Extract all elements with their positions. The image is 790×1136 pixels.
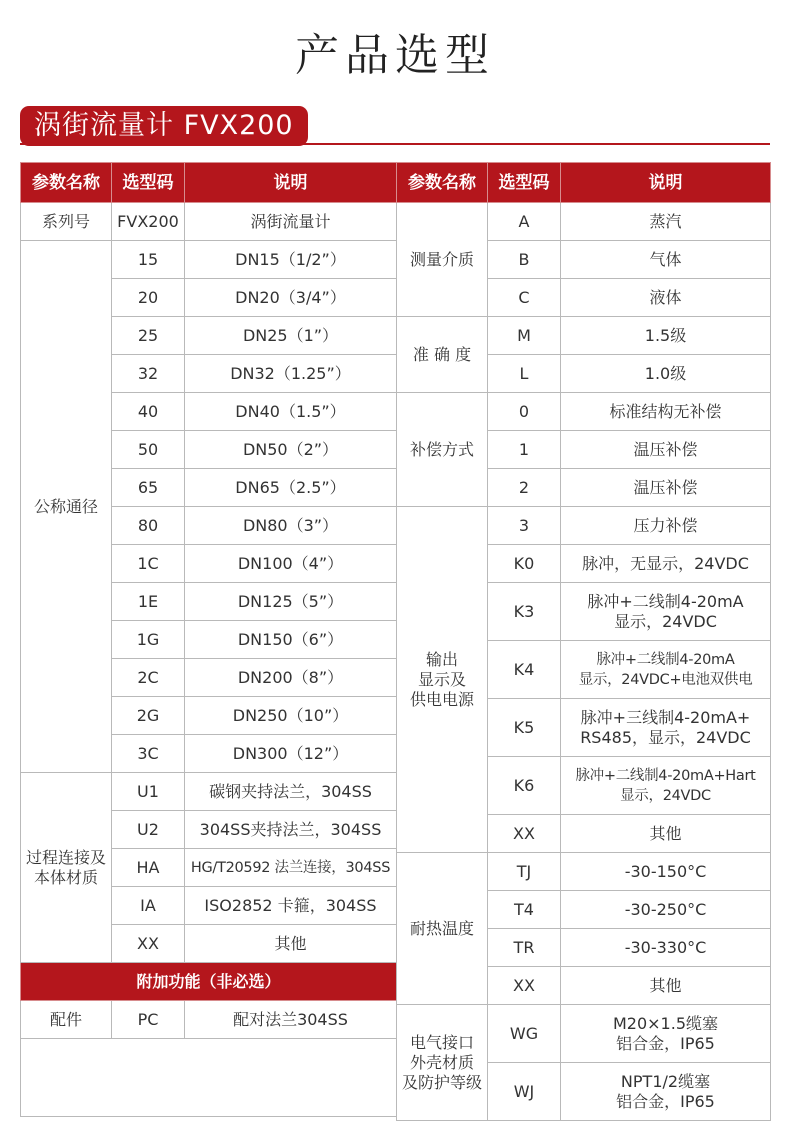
option-desc: -30-150°C [561,853,771,891]
option-code: 1 [488,431,561,469]
param-name: 过程连接及 本体材质 [21,773,112,963]
column-header-desc: 说明 [561,163,771,203]
table-row [397,317,771,355]
option-code: K5 [488,699,561,757]
page-title: 产品选型 [295,30,495,81]
option-desc: 温压补偿 [561,469,771,507]
option-desc: 气体 [561,241,771,279]
option-code: 15 [112,241,185,279]
table-row [397,1005,771,1063]
option-code: 20 [112,279,185,317]
empty-cell [21,1039,397,1117]
option-code: 1E [112,583,185,621]
option-code: U2 [112,811,185,849]
option-code: U1 [112,773,185,811]
table-row [397,203,771,241]
option-desc: 标准结构无补偿 [561,393,771,431]
option-desc: 蒸汽 [561,203,771,241]
param-name: 系列号 [21,203,112,241]
option-desc: 脉冲+三线制4-20mA+ RS485，显示，24VDC [561,699,771,757]
table-header-row [21,163,397,203]
param-name: 准 确 度 [397,317,488,393]
table-row-empty [21,1039,397,1117]
option-desc: DN250（10”） [185,697,397,735]
option-code: XX [112,925,185,963]
option-desc: DN20（3/4”） [185,279,397,317]
table-row [21,241,397,279]
option-desc: DN15（1/2”） [185,241,397,279]
param-name: 输出 显示及 供电电源 [397,507,488,853]
option-desc: 脉冲+二线制4-20mA+Hart 显示，24VDC [561,757,771,815]
selection-tables [20,162,770,1120]
option-code: 25 [112,317,185,355]
option-code: WG [488,1005,561,1063]
option-desc: DN25（1”） [185,317,397,355]
option-code: FVX200 [112,203,185,241]
option-desc: DN50（2”） [185,431,397,469]
param-name: 公称通径 [21,241,112,773]
option-desc: DN300（12”） [185,735,397,773]
option-code: K0 [488,545,561,583]
table-row [397,853,771,891]
table-row [397,507,771,545]
option-desc: DN125（5”） [185,583,397,621]
option-desc: 其他 [561,967,771,1005]
option-code: K6 [488,757,561,815]
param-name: 耐热温度 [397,853,488,1005]
option-desc: 1.5级 [561,317,771,355]
option-code: K4 [488,641,561,699]
option-code: 1C [112,545,185,583]
option-desc: -30-250°C [561,891,771,929]
option-code: A [488,203,561,241]
option-code: XX [488,967,561,1005]
option-code: B [488,241,561,279]
option-desc: 304SS夹持法兰，304SS [185,811,397,849]
option-code: 3 [488,507,561,545]
option-code: HA [112,849,185,887]
option-desc: DN80（3”） [185,507,397,545]
column-header-param: 参数名称 [21,163,112,203]
option-desc: 脉冲+二线制4-20mA 显示，24VDC+电池双供电 [561,641,771,699]
option-desc: 压力补偿 [561,507,771,545]
option-code: XX [488,815,561,853]
option-desc: DN150（6”） [185,621,397,659]
option-desc: ISO2852 卡箍，304SS [185,887,397,925]
option-code: 1G [112,621,185,659]
option-code: C [488,279,561,317]
table-row [397,393,771,431]
option-code: TJ [488,853,561,891]
option-code: WJ [488,1063,561,1121]
option-desc: DN40（1.5”） [185,393,397,431]
option-desc: 温压补偿 [561,431,771,469]
option-desc: 涡街流量计 [185,203,397,241]
table-header-row [397,163,771,203]
option-desc: 脉冲，无显示，24VDC [561,545,771,583]
column-header-param: 参数名称 [397,163,488,203]
option-desc: DN65（2.5”） [185,469,397,507]
param-name: 测量介质 [397,203,488,317]
option-desc: 配对法兰304SS [185,1001,397,1039]
table-row [21,1001,397,1039]
option-code: 0 [488,393,561,431]
option-desc: M20×1.5缆塞 铝合金，IP65 [561,1005,771,1063]
option-code: M [488,317,561,355]
option-code: IA [112,887,185,925]
option-desc: 其他 [185,925,397,963]
option-desc: 碳钢夹持法兰，304SS [185,773,397,811]
column-header-code: 选型码 [488,163,561,203]
column-header-desc: 说明 [185,163,397,203]
option-code: 80 [112,507,185,545]
option-code: 65 [112,469,185,507]
addon-header-row [21,963,397,1001]
option-code: L [488,355,561,393]
option-code: 32 [112,355,185,393]
option-desc: NPT1/2缆塞 铝合金，IP65 [561,1063,771,1121]
option-desc: 其他 [561,815,771,853]
param-name: 配件 [21,1001,112,1039]
option-code: 40 [112,393,185,431]
option-desc: DN100（4”） [185,545,397,583]
table-row [21,203,397,241]
column-header-code: 选型码 [112,163,185,203]
product-tag: 涡街流量计 FVX200 [20,106,308,146]
option-code: 3C [112,735,185,773]
left-selection-table [20,162,397,1117]
option-code: 2G [112,697,185,735]
option-desc: 液体 [561,279,771,317]
title-divider [20,143,770,145]
right-selection-table [396,162,771,1121]
option-code: TR [488,929,561,967]
option-desc: DN200（8”） [185,659,397,697]
option-desc: 1.0级 [561,355,771,393]
option-code: 2 [488,469,561,507]
option-code: K3 [488,583,561,641]
table-row [21,773,397,811]
param-name: 补偿方式 [397,393,488,507]
addon-header: 附加功能（非必选） [21,963,397,1001]
option-desc: HG/T20592 法兰连接，304SS [185,849,397,887]
option-code: T4 [488,891,561,929]
option-code: PC [112,1001,185,1039]
option-desc: DN32（1.25”） [185,355,397,393]
option-desc: 脉冲+二线制4-20mA 显示，24VDC [561,583,771,641]
option-code: 2C [112,659,185,697]
option-desc: -30-330°C [561,929,771,967]
param-name: 电气接口 外壳材质 及防护等级 [397,1005,488,1121]
option-code: 50 [112,431,185,469]
